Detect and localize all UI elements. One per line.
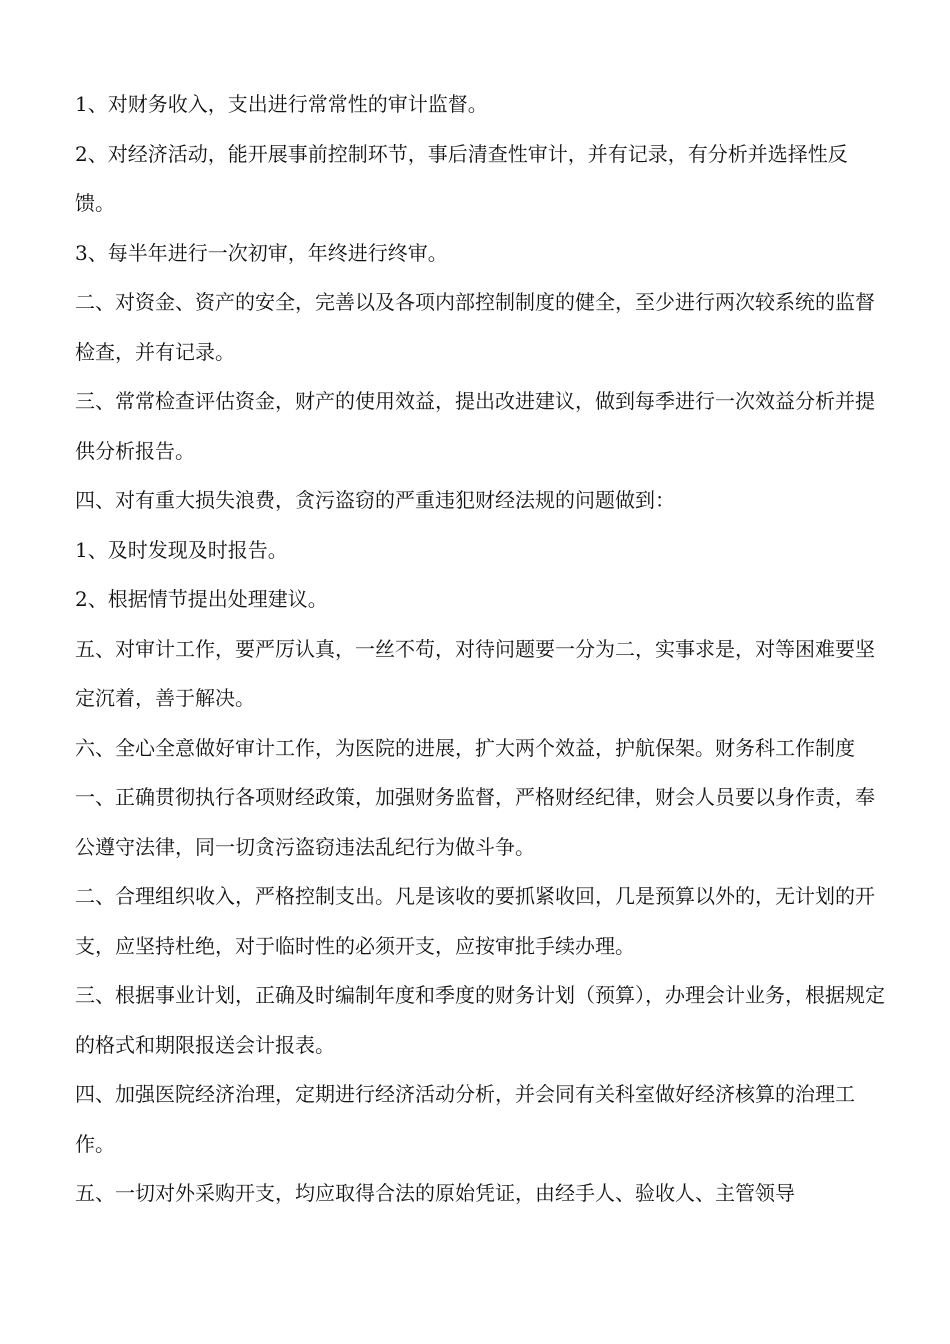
paragraph-10: 六、全心全意做好审计工作，为医院的进展，扩大两个效益，护航保架。财务科工作制度 [75,735,855,760]
paragraph-11: 一、正确贯彻执行各项财经政策，加强财务监督，严格财经纪律，财会人员要以身作责，奉公遵守法律，同一切贪污盗窃违法乱纪行为做斗争。 [75,785,875,859]
paragraph-2: 2、对经济活动，能开展事前控制环节，事后清查性审计，并有记录，有分析并选择性反馈。 [75,141,848,215]
paragraph-5: 三、常常检查评估资金，财产的使用效益，提出改进建议，做到每季进行一次效益分析并提供分析报告。 [75,389,875,463]
document-body [75,80,885,1219]
paragraph-14: 四、加强医院经济治理，定期进行经济活动分析，并会同有关科室做好经济核算的治理工作。 [75,1082,855,1156]
paragraph-8: 2、根据情节提出处理建议。 [75,587,328,611]
paragraph-9: 五、对审计工作，要严厉认真，一丝不苟，对待问题要一分为二，实事求是，对等困难要坚定沉着，善于解决。 [75,636,875,710]
paragraph-6: 四、对有重大损失浪费，贪污盗窃的严重违犯财经法规的问题做到： [75,488,675,512]
paragraph-7: 1、及时发现及时报告。 [75,537,288,562]
paragraph-4: 二、对资金、资产的安全，完善以及各项内部控制制度的健全，至少进行两次较系统的监督检查，并有记录。 [75,290,875,364]
paragraph-15: 五、一切对外采购开支，均应取得合法的原始凭证，由经手人、验收人、主管领导 [75,1181,795,1205]
paragraph-13: 三、根据事业计划，正确及时编制年度和季度的财务计划（预算），办理会计业务，根据规定的格式和期限报送会计报表。 [75,983,885,1057]
paragraph-1: 1、对财务收入，支出进行常常性的审计监督。 [75,92,488,116]
paragraph-12: 二、合理组织收入，严格控制支出。凡是该收的要抓紧收回，几是预算以外的，无计划的开支，应坚持杜绝，对于临时性的必须开支，应按审批手续办理。 [75,884,875,958]
paragraph-3: 3、每半年进行一次初审，年终进行终审。 [75,240,448,265]
